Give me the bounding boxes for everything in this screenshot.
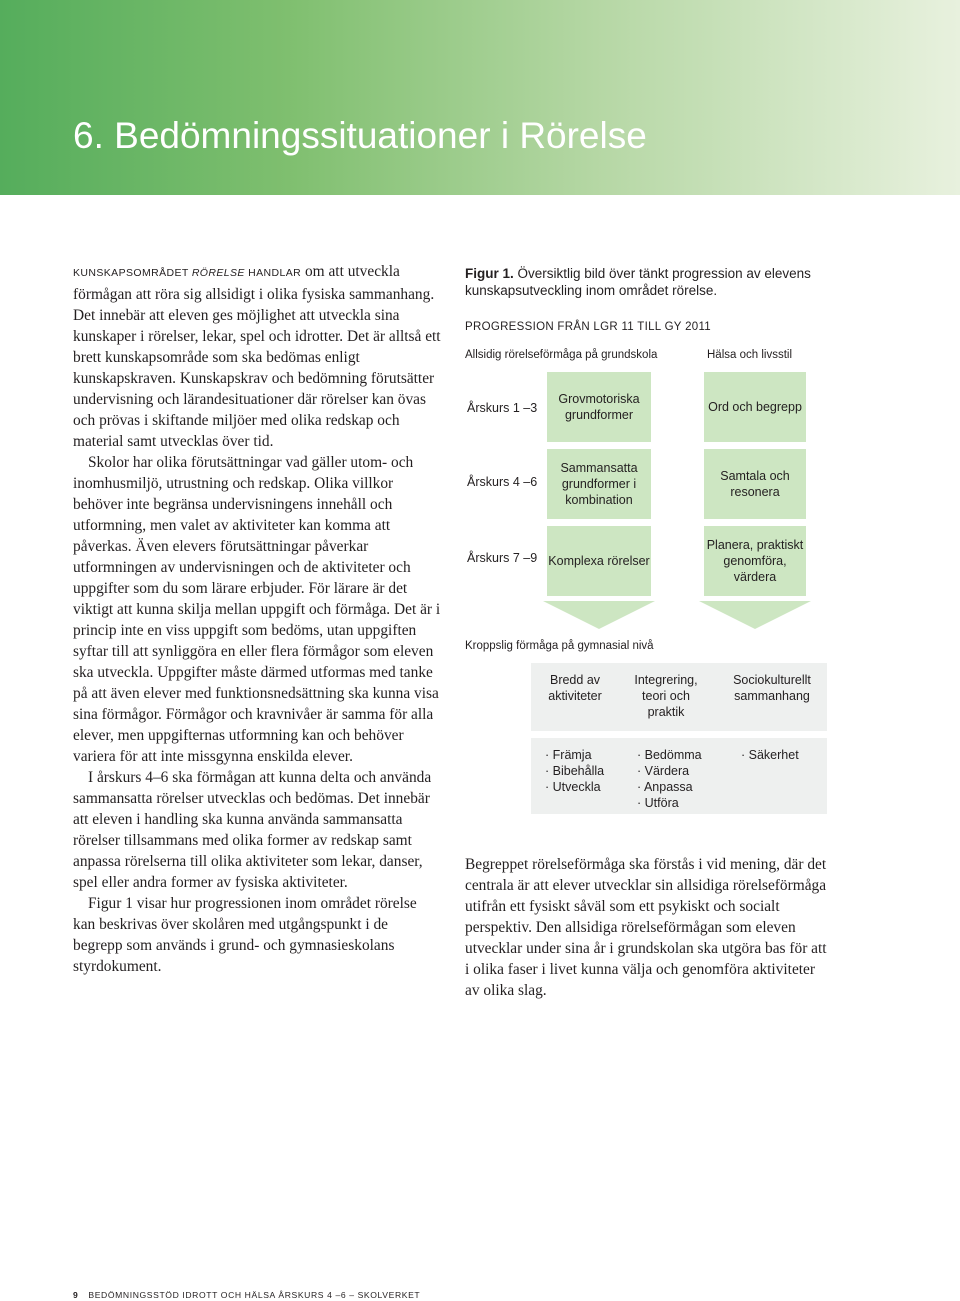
- box-komplexa: [547, 526, 651, 596]
- arrow-down-left: [543, 601, 655, 629]
- gym-list-bredd: [545, 747, 604, 795]
- gym-title: Kroppslig förmåga på gymnasial nivå: [465, 640, 654, 652]
- gym-list-integrering: [637, 747, 702, 811]
- page-footer: [73, 1290, 420, 1300]
- arrow-down-right: [699, 601, 811, 629]
- gym-list-sociokulturellt: [741, 747, 799, 763]
- right-text-column: Begreppet rörelseförmåga ska förstås i vid mening, där det centrala är att elever utvecklar sin allsidiga rörelseförmåga utifrån ett fysiskt såväl som ett psykiskt och socialt perspektiv. Den allsidiga rörelseförmågan som eleven utvecklar under sina år i grundskolan ska utgöra bas för att i olika faser i livet kunna välja och genomföra aktiviteter av olika slag.: [465, 856, 827, 999]
- list-item: · Anpassa: [637, 779, 702, 795]
- column-heading-right: Hälsa och livsstil: [707, 349, 792, 361]
- gym-head-bredd: Bredd av aktiviteter: [548, 673, 602, 703]
- column-heading-left: Allsidig rörelseförmåga på grundskola: [465, 349, 658, 361]
- paragraph-intro: [73, 261, 441, 452]
- paragraph-intro-text: om att utveckla förmågan att röra sig allsidigt i olika fysiska sammanhang. Det innebär att eleven ges möjlighet att utveckla sina kunskaper i rörelser, lekar, spel och idrotter. Det är alltså ett brett kunskapsområde som ska bedömas enligt kunskapskraven. Kunskapskrav och bedömning förutsätter undervisning och lärandesituationer där rörelser kan övas och prövas i skiftande miljöer med olika redskap och material samt utvecklas över tid.: [73, 263, 441, 450]
- footer-text: BEDÖMNINGSSTÖD IDROTT OCH HÄLSA ÅRSKURS 4 –6 – SKOLVERKET: [88, 1290, 421, 1300]
- lead-caps: KUNSKAPSOMRÅDET: [73, 267, 192, 279]
- lead-caps-italic: RÖRELSE: [191, 267, 245, 279]
- lead-caps-end: HANDLAR: [244, 267, 302, 279]
- list-item: · Utveckla: [545, 779, 604, 795]
- box-text: Grovmotoriska grundformer: [558, 392, 640, 422]
- page-number: 9: [73, 1290, 79, 1300]
- grade-label-1-3: Årskurs 1 –3: [467, 401, 538, 415]
- gym-list-panel: [531, 738, 827, 814]
- paragraph-4: Figur 1 visar hur progressionen inom området rörelse kan beskrivas över skolåren med utgångspunkt i de begrepp som används i grund- och gymnasieskolans styrdokument.: [73, 895, 417, 975]
- list-item: · Säkerhet: [741, 747, 799, 763]
- figure-caption-label: Figur 1.: [465, 266, 514, 281]
- box-samtala: [704, 449, 806, 519]
- list-item: · Främja: [545, 747, 604, 763]
- list-item: · Bibehålla: [545, 763, 604, 779]
- grade-label-7-9: Årskurs 7 –9: [467, 551, 538, 565]
- gym-head-integrering: Integrering, teori och praktik: [634, 673, 698, 719]
- box-text: Ord och begrepp: [708, 400, 802, 414]
- figure-caption-text: Översiktlig bild över tänkt progression av elevens kunskapsutveckling inom området rörelse.: [465, 266, 811, 298]
- paragraph-3: I årskurs 4–6 ska förmågan att kunna delta och använda sammansatta rörelser utvecklas och bedömas. Det innebär att eleven i handling ska kunna använda sammansatta rörelser tillsammans med olika former av redskap samt anpassa rörelserna till olika aktiviteter som lekar, danser, spel eller andra former av fysiska aktiviteter.: [73, 769, 432, 891]
- paragraph-2: Skolor har olika förutsättningar vad gäller utom- och inomhusmiljö, utrustning och redskap. Olika villkor behöver inte begränsa undervisningens innehåll och utformning, men valet av aktiviteter kan komma att påverkas. Även elevers förutsättningar påverkar utformningen av undervisningen och de aktiviteter och uppgifter som du som lärare erbjuder. För lärare är det viktigt att kunna skilja mellan uppgift och förmåga. Det är i princip inte en viss uppgift som bedöms, utan uppgiften syftar till att synliggöra en eller flera förmågor som eleven ska utveckla. Uppgifter måste därmed utformas med tanke på att även elever med funktionsnedsättning ska kunna visa sina förmågor. Förmågor och kravnivåer är samma för alla elever, men uppgifternas utformning kan och behöver variera för att inte missgynna enskilda elever.: [73, 454, 441, 765]
- gym-header-panel: [531, 663, 827, 731]
- box-sammansatta: [547, 449, 651, 519]
- box-text: Komplexa rörelser: [548, 554, 650, 568]
- box-text: Planera, praktiskt genomföra, värdera: [706, 538, 804, 584]
- box-text: Samtala och resonera: [720, 469, 790, 499]
- box-ord-och-begrepp: [704, 372, 806, 442]
- figure-caption: [465, 266, 825, 299]
- grade-label-4-6: Årskurs 4 –6: [467, 475, 538, 489]
- header-banner: [0, 0, 960, 195]
- gym-head-sociokulturellt: Sociokulturellt sammanhang: [733, 673, 811, 703]
- list-item: · Utföra: [637, 795, 702, 811]
- list-item: · Bedömma: [637, 747, 702, 763]
- box-text: Sammansatta grundformer i kombination: [560, 461, 638, 507]
- left-text-column: [73, 261, 441, 977]
- box-grovmotoriska: [547, 372, 651, 442]
- page-title: 6. Bedömningssituationer i Rörelse: [73, 115, 647, 156]
- progression-title: PROGRESSION FRÅN LGR 11 TILL GY 2011: [465, 321, 711, 333]
- list-item: · Värdera: [637, 763, 702, 779]
- box-planera: [704, 526, 806, 596]
